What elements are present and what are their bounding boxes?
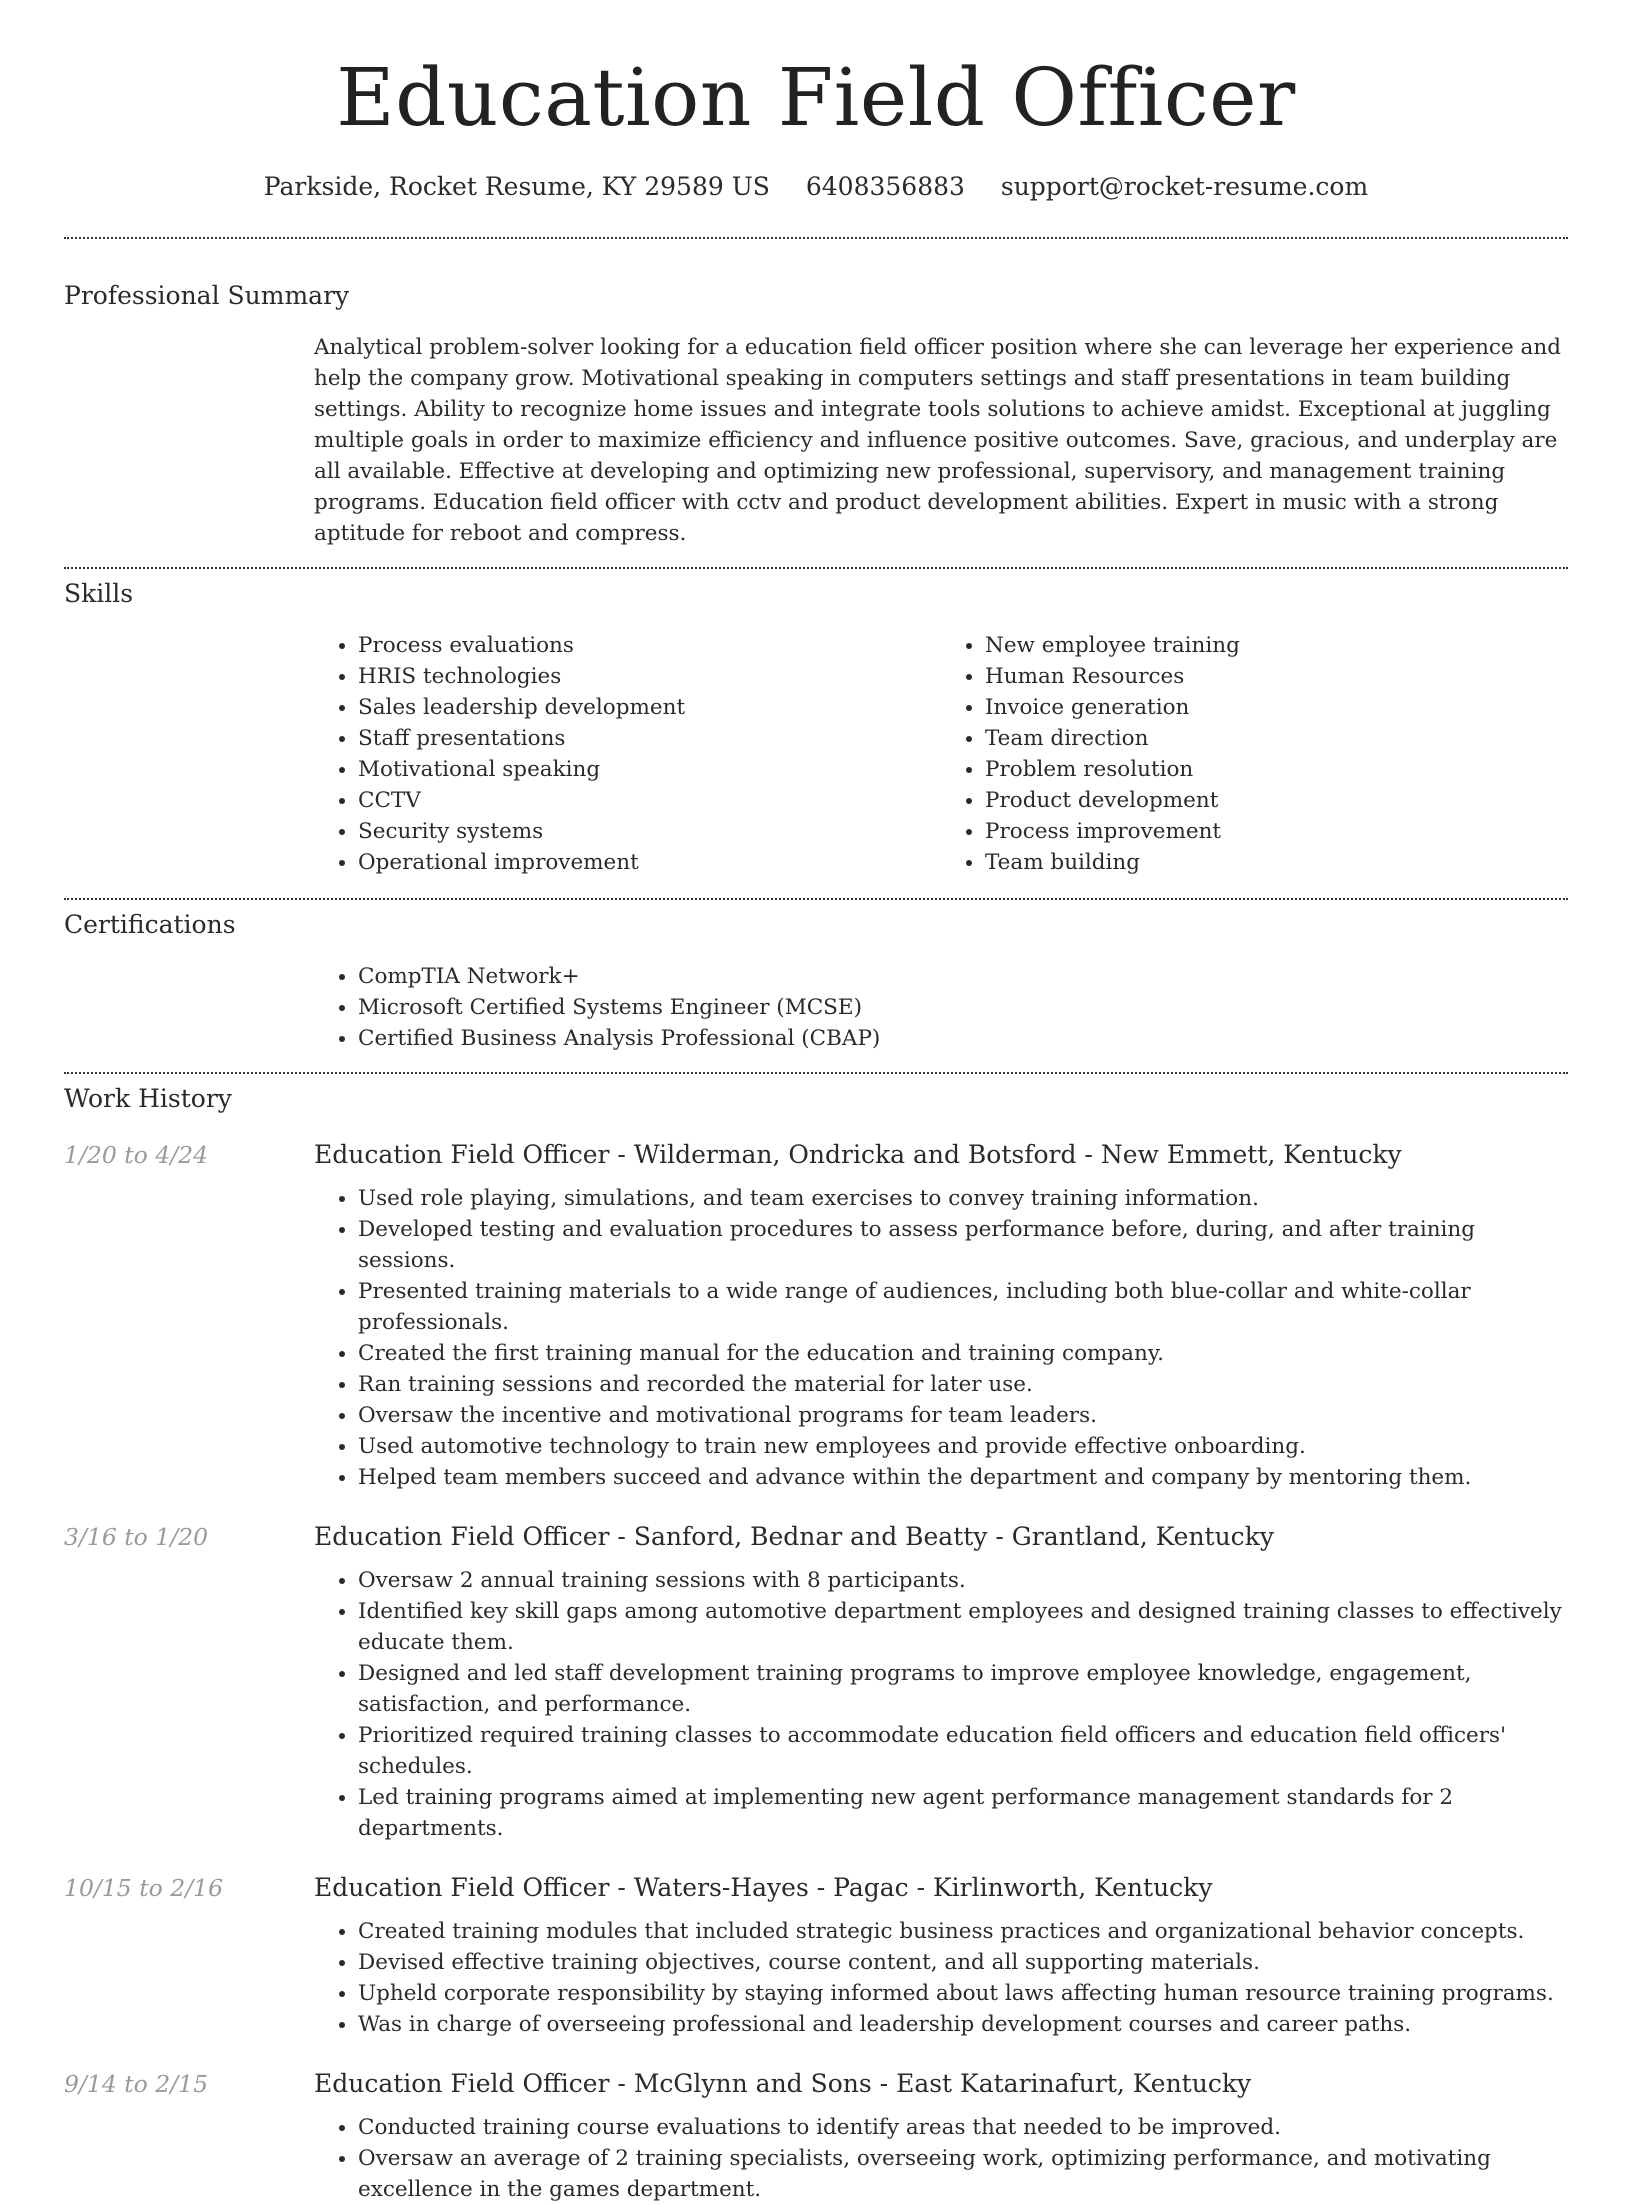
job-bullet: • Created training modules that included strategic business practices and organizational behavior concepts. (358, 1916, 1568, 1947)
work-history-section (64, 1084, 1568, 2205)
job-bullets (314, 1565, 1568, 1844)
job-entry (64, 2066, 1568, 2205)
skill-item: • Product development (985, 785, 1568, 816)
job-dates: 1/20 to 4/24 (64, 1141, 209, 1169)
resume-page (64, 0, 1568, 2205)
skill-item: • Problem resolution (985, 754, 1568, 785)
job-bullet: • Presented training materials to a wide range of audiences, including both blue-collar and white-collar professionals. (358, 1276, 1568, 1338)
skills-list-left (314, 630, 941, 878)
skill-item: • Invoice generation (985, 692, 1568, 723)
job-entry (64, 1870, 1568, 2040)
job-bullet: • Prioritized required training classes to accommodate education field officers and education field officers' schedules. (358, 1720, 1568, 1782)
job-bullets (314, 1916, 1568, 2040)
job-bullet: • Identified key skill gaps among automotive department employees and designed training classes to effectively educate them. (358, 1596, 1568, 1658)
contact-address: Parkside, Rocket Resume, KY 29589 US (263, 172, 770, 201)
divider (64, 567, 1568, 569)
job-bullet: • Ran training sessions and recorded the material for later use. (358, 1369, 1568, 1400)
skills-columns (314, 630, 1568, 878)
job-body (314, 1870, 1568, 2040)
job-dates: 10/15 to 2/16 (64, 1874, 224, 1902)
job-bullet: • Used automotive technology to train new employees and provide effective onboarding. (358, 1431, 1568, 1462)
job-bullet: • Oversaw an average of 2 training specialists, overseeing work, optimizing performance, and motivating excellence in the games department. (358, 2143, 1568, 2205)
skill-item: • Sales leadership development (358, 692, 941, 723)
section-title-summary: Professional Summary (64, 281, 350, 310)
job-bullet: • Developed testing and evaluation procedures to assess performance before, during, and after training sessions. (358, 1214, 1568, 1276)
certification-item: • Microsoft Certified Systems Engineer (MCSE) (358, 992, 1568, 1023)
contact-phone: 6408356883 (805, 172, 965, 201)
skill-item: • HRIS technologies (358, 661, 941, 692)
job-entry (64, 1519, 1568, 1844)
job-body (314, 2066, 1568, 2205)
job-bullet: • Upheld corporate responsibility by staying informed about laws affecting human resource training programs. (358, 1978, 1568, 2009)
certifications-content (314, 961, 1568, 1054)
job-bullet: • Oversaw 2 annual training sessions with 8 participants. (358, 1565, 1568, 1596)
skill-item: • Team building (985, 847, 1568, 878)
skill-item: • Team direction (985, 723, 1568, 754)
job-bullet: • Led training programs aimed at implementing new agent performance management standards for 2 departments. (358, 1782, 1568, 1844)
skill-item: • CCTV (358, 785, 941, 816)
job-bullets (314, 2112, 1568, 2205)
skill-item: • Process evaluations (358, 630, 941, 661)
candidate-name: Education Field Officer (336, 51, 1296, 144)
summary-text: Analytical problem-solver looking for a education field officer position where she can leverage her experience and help the company grow. Motivational speaking in computers settings and staff presentations in team building settings. Ability to recognize home issues and integrate tools solutions to achieve amidst. Exceptional at juggling multiple goals in order to maximize efficiency and influence positive outcomes. Save, gracious, and underplay are all available. Effective at developing and optimizing new professional, supervisory, and management training programs. Education field officer with cctv and product development abilities. Expert in music with a strong aptitude for reboot and compress. (314, 335, 1561, 546)
job-title: Education Field Officer - McGlynn and Sons - East Katarinafurt, Kentucky (314, 2069, 1252, 2098)
job-dates: 3/16 to 1/20 (64, 1523, 209, 1551)
job-bullet: • Designed and led staff development training programs to improve employee knowledge, engagement, satisfaction, and performance. (358, 1658, 1568, 1720)
skill-item: • Staff presentations (358, 723, 941, 754)
job-bullet: • Created the first training manual for the education and training company. (358, 1338, 1568, 1369)
skills-list-right (941, 630, 1568, 878)
certification-item: • CompTIA Network+ (358, 961, 1568, 992)
skill-item: • Security systems (358, 816, 941, 847)
job-bullet: • Conducted training course evaluations to identify areas that needed to be improved. (358, 2112, 1568, 2143)
skills-content (314, 630, 1568, 878)
summary-content (314, 332, 1568, 549)
skill-item: • Motivational speaking (358, 754, 941, 785)
skill-item: • Human Resources (985, 661, 1568, 692)
job-bullet: • Devised effective training objectives, course content, and all supporting materials. (358, 1947, 1568, 1978)
certifications-section (64, 910, 1568, 1054)
job-bullet: • Oversaw the incentive and motivational programs for team leaders. (358, 1400, 1568, 1431)
section-title-skills: Skills (64, 579, 134, 608)
skill-item: • New employee training (985, 630, 1568, 661)
job-title: Education Field Officer - Sanford, Bednar and Beatty - Grantland, Kentucky (314, 1522, 1274, 1551)
job-entry (64, 1137, 1568, 1493)
job-body (314, 1137, 1568, 1493)
job-title: Education Field Officer - Wilderman, Ondricka and Botsford - New Emmett, Kentucky (314, 1140, 1402, 1169)
certification-item: • Certified Business Analysis Professional (CBAP) (358, 1023, 1568, 1054)
divider (64, 1072, 1568, 1074)
section-title-certifications: Certifications (64, 910, 236, 939)
contact-email: support@rocket-resume.com (1000, 172, 1369, 201)
job-bullet: • Helped team members succeed and advance within the department and company by mentoring them. (358, 1462, 1568, 1493)
summary-section (64, 281, 1568, 549)
job-bullet: • Was in charge of overseeing professional and leadership development courses and career paths. (358, 2009, 1568, 2040)
skills-section (64, 579, 1568, 878)
section-title-work-history: Work History (64, 1084, 232, 1113)
job-bullets (314, 1183, 1568, 1493)
job-bullet: • Used role playing, simulations, and team exercises to convey training information. (358, 1183, 1568, 1214)
job-body (314, 1519, 1568, 1844)
skill-item: • Operational improvement (358, 847, 941, 878)
skill-item: • Process improvement (985, 816, 1568, 847)
job-dates: 9/14 to 2/15 (64, 2070, 209, 2098)
divider (64, 237, 1568, 239)
divider (64, 898, 1568, 900)
job-title: Education Field Officer - Waters-Hayes - Pagac - Kirlinworth, Kentucky (314, 1873, 1213, 1902)
contact-line (64, 172, 1568, 201)
certifications-list (314, 961, 1568, 1054)
